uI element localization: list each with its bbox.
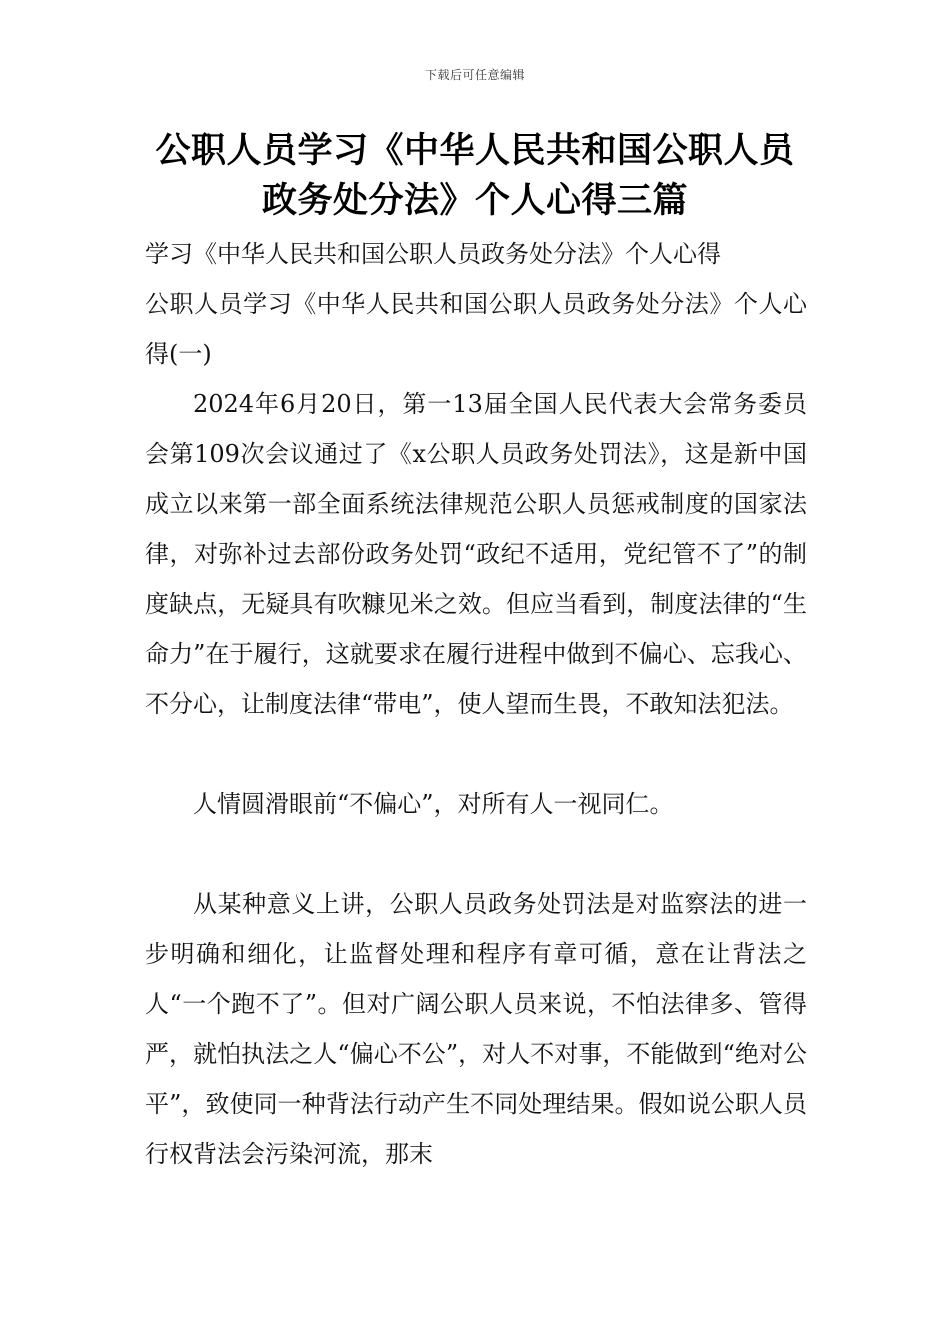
document-title: 公职人员学习《中华人民共和国公职人员政务处分法》个人心得三篇 [155, 131, 795, 221]
paragraph-3: 从某种意义上讲，公职人员政务处罚法是对监察法的进一步明确和细化，让监督处理和程序有章可循，意在让背法之人“一个跑不了”。但对广阔公职人员来说，不怕法律多、管得严，就怕执法之人“偏心不公”，对人不对事，不能做到“绝对公平”，致使同一种背法行动产生不同处理结果。假如说公职人员行权背法会污染河流，那末 [145, 890, 807, 1168]
section-heading: 公职人员学习《中华人民共和国公职人员政务处分法》个人心得(一) [145, 290, 807, 368]
subtitle: 学习《中华人民共和国公职人员政务处分法》个人心得 [145, 240, 721, 268]
document-body [145, 229, 807, 1179]
paragraph-2: 人情圆滑眼前“不偏心”，对所有人一视同仁。 [193, 790, 674, 818]
paragraph-spacer [145, 829, 807, 879]
paragraph-spacer [145, 729, 807, 779]
paragraph-1: 2024年6月20日，第一13届全国人民代表大会常务委员会第109次会议通过了《x公职人员政务处罚法》，这是新中国成立以来第一部全面系统法律规范公职人员惩戒制度的国家法律，对弥补过去部份政务处罚“政纪不适用，党纪管不了”的制度缺点，无疑具有吹糠见米之效。但应当看到，制度法律的“生命力”在于履行，这就要求在履行进程中做到不偏心、忘我心、不分心，让制度法律“带电”，使人望而生畏，不敢知法犯法。 [145, 390, 807, 718]
header-note: 下载后可任意编辑 [424, 68, 525, 82]
